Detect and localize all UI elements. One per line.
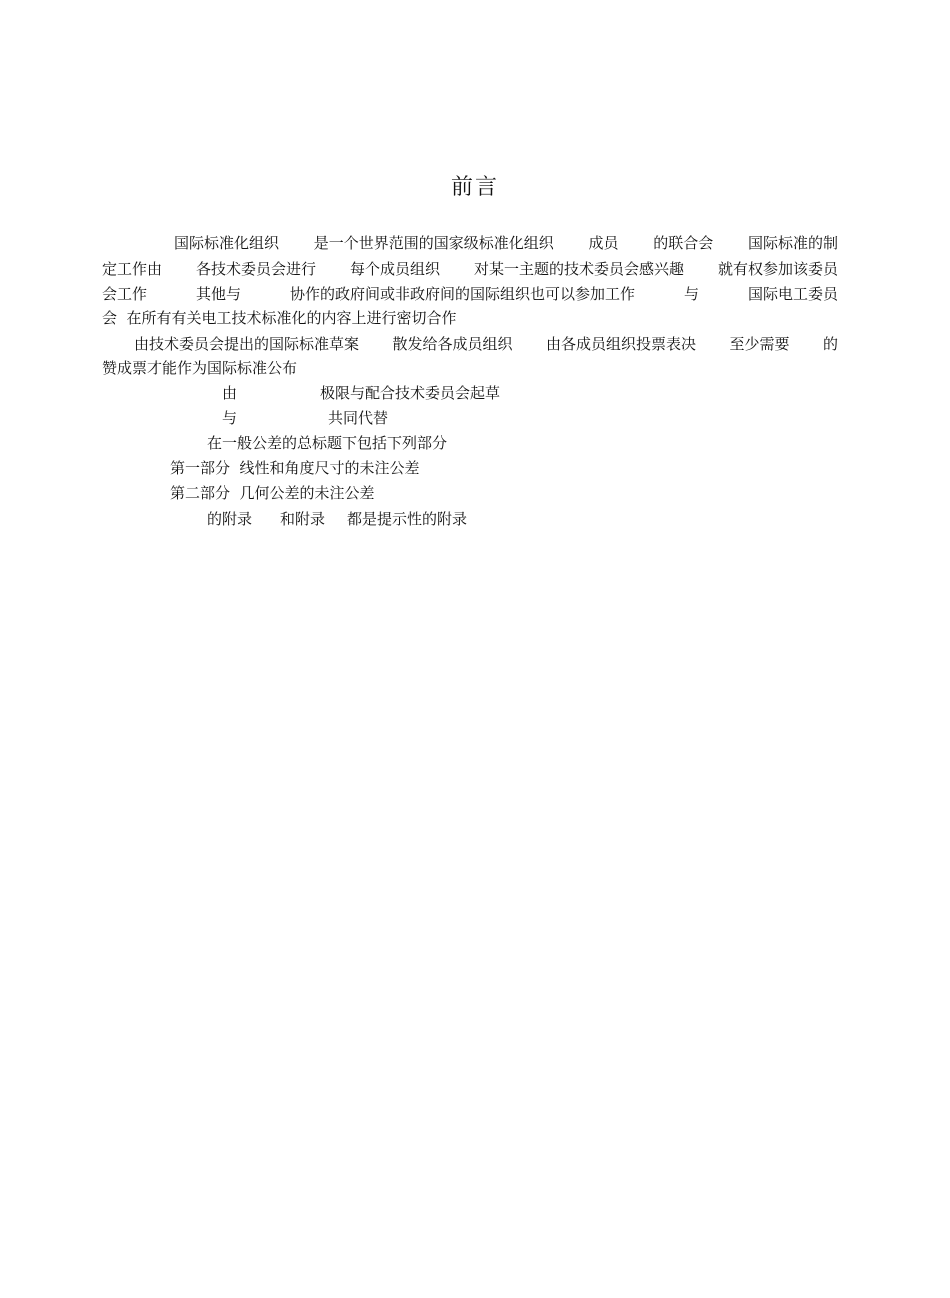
paragraph-2-line-1: 由技术委员会提出的国际标准草案 散发给各成员组织 由各成员组织投票表决 至少需要 的 <box>134 335 838 353</box>
replacement-prefix: 与 <box>222 409 238 427</box>
part-2-item: 第二部分 几何公差的未注公差 <box>170 484 375 502</box>
paragraph-1-line-1: 国际标准化组织 是一个世界范围的国家级标准化组织 成员 的联合会 国际标准的制 <box>174 234 838 252</box>
annex-text-c: 都是提示性的附录 <box>347 510 468 528</box>
replacement-text: 共同代替 <box>328 409 389 427</box>
page-title: 前言 <box>450 175 499 200</box>
paragraph-2-line-2: 赞成票才能作为国际标准公布 <box>102 359 298 377</box>
annex-text-b: 和附录 <box>280 510 326 528</box>
paragraph-1-line-4: 会 在所有有关电工技术标准化的内容上进行密切合作 <box>102 309 457 327</box>
annex-text-a: 的附录 <box>207 510 253 528</box>
paragraph-1-line-3: 会工作 其他与 协作的政府间或非政府间的国际组织也可以参加工作 与 国际电工委员 <box>102 285 838 303</box>
paragraph-1-line-2: 定工作由 各技术委员会进行 每个成员组织 对某一主题的技术委员会感兴趣 就有权参加该委员 <box>102 260 838 278</box>
parts-intro: 在一般公差的总标题下包括下列部分 <box>207 434 448 452</box>
part-1-item: 第一部分 线性和角度尺寸的未注公差 <box>170 459 420 477</box>
drafting-committee-prefix: 由 <box>222 384 238 402</box>
drafting-committee-text: 极限与配合技术委员会起草 <box>320 384 501 402</box>
